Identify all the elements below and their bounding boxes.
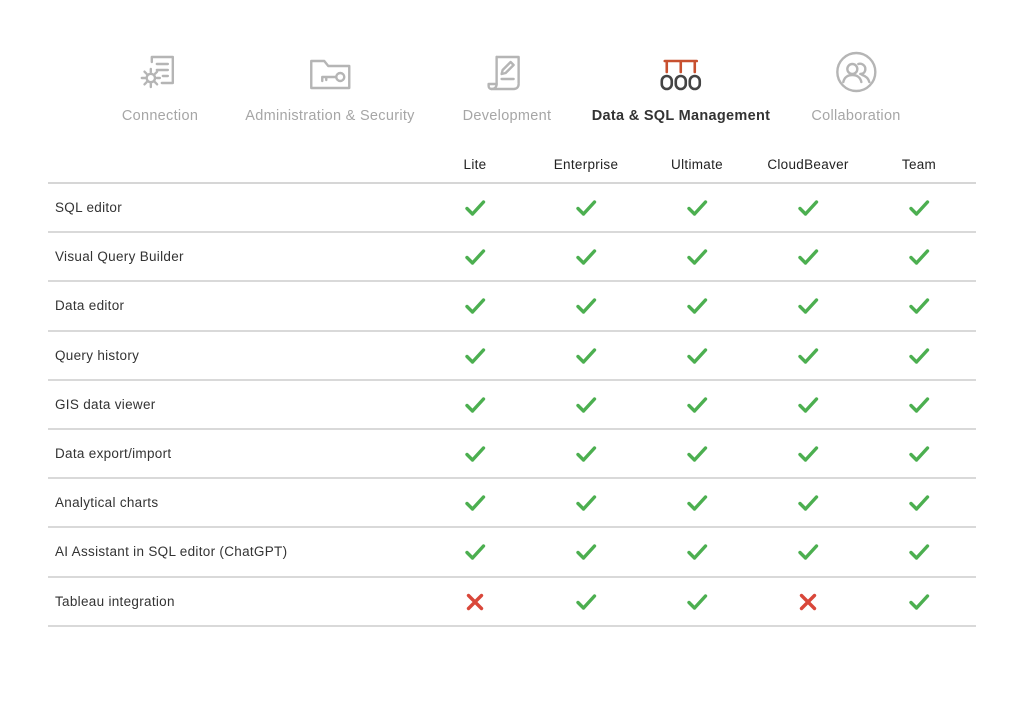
column-header-enterprise: Enterprise [553, 157, 619, 172]
check-icon [797, 295, 819, 317]
check-icon [575, 394, 597, 416]
tab-label: Collaboration [811, 108, 901, 124]
cross-icon [464, 591, 486, 613]
check-icon [797, 345, 819, 367]
check-icon [686, 394, 708, 416]
check-icon [686, 295, 708, 317]
tab-connection[interactable] [122, 48, 198, 124]
table-row [48, 578, 976, 627]
check-icon [908, 197, 930, 219]
tab-development[interactable] [463, 48, 552, 124]
tab-label: Connection [121, 108, 199, 124]
feature-comparison-table [48, 148, 976, 627]
table-header [48, 148, 976, 184]
check-icon [464, 443, 486, 465]
tab-data-sql-management[interactable] [592, 48, 770, 124]
feature-name: SQL editor [55, 200, 123, 215]
check-icon [686, 246, 708, 268]
table-row [48, 479, 976, 528]
column-header-team: Team [901, 157, 937, 172]
check-icon [908, 345, 930, 367]
feature-name: Analytical charts [55, 495, 159, 511]
tab-label: Development [462, 108, 552, 124]
check-icon [575, 246, 597, 268]
column-header-cloudbeaver: CloudBeaver [767, 157, 849, 172]
folder-key-icon [306, 48, 354, 96]
check-icon [686, 345, 708, 367]
check-icon [908, 443, 930, 465]
feature-name: Visual Query Builder [55, 249, 184, 265]
check-icon [575, 492, 597, 514]
users-circle-icon [832, 48, 880, 96]
feature-name: GIS data viewer [55, 396, 156, 412]
check-icon [686, 443, 708, 465]
check-icon [464, 492, 486, 514]
table-row [48, 184, 976, 233]
table-row [48, 528, 976, 577]
check-icon [686, 197, 708, 219]
table-row [48, 381, 976, 430]
cross-icon [797, 591, 819, 613]
column-header-ultimate: Ultimate [671, 157, 723, 172]
feature-name: Tableau integration [55, 593, 175, 609]
check-icon [908, 295, 930, 317]
tab-collaboration[interactable] [811, 48, 900, 124]
check-icon [797, 541, 819, 563]
check-icon [464, 246, 486, 268]
category-tabs [0, 48, 1024, 138]
tab-label: Administration & Security [245, 108, 415, 124]
check-icon [575, 541, 597, 563]
feature-name: AI Assistant in SQL editor (ChatGPT) [55, 544, 288, 560]
check-icon [908, 591, 930, 613]
tab-label: Data & SQL Management [591, 108, 771, 124]
table-row [48, 430, 976, 479]
column-header-lite: Lite [463, 157, 487, 172]
check-icon [908, 541, 930, 563]
check-icon [797, 394, 819, 416]
check-icon [797, 492, 819, 514]
table-body [48, 184, 976, 627]
check-icon [908, 394, 930, 416]
tab-administration-security[interactable] [245, 48, 414, 124]
table-row [48, 282, 976, 331]
check-icon [575, 591, 597, 613]
check-icon [797, 197, 819, 219]
check-icon [575, 443, 597, 465]
check-icon [686, 591, 708, 613]
feature-name: Query history [55, 347, 140, 363]
check-icon [686, 492, 708, 514]
check-icon [464, 295, 486, 317]
check-icon [686, 541, 708, 563]
check-icon [797, 443, 819, 465]
check-icon [464, 541, 486, 563]
table-row [48, 332, 976, 381]
check-icon [464, 197, 486, 219]
check-icon [908, 246, 930, 268]
check-icon [575, 197, 597, 219]
check-icon [575, 295, 597, 317]
check-icon [464, 394, 486, 416]
feature-name: Data export/import [55, 445, 172, 461]
check-icon [575, 345, 597, 367]
settings-document-icon [136, 48, 184, 96]
check-icon [908, 492, 930, 514]
feature-name: Data editor [55, 298, 125, 314]
check-icon [797, 246, 819, 268]
scroll-pen-icon [483, 48, 531, 96]
table-row [48, 233, 976, 282]
database-hierarchy-icon [657, 48, 705, 96]
check-icon [464, 345, 486, 367]
